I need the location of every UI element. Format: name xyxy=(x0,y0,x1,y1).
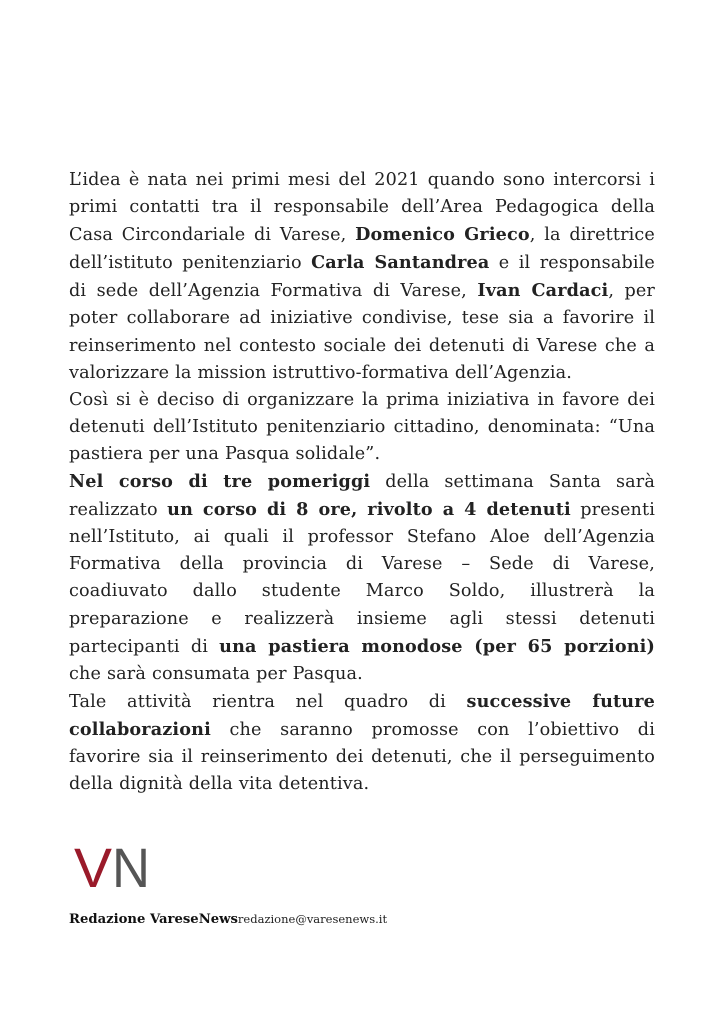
paragraph-initiative xyxy=(69,387,655,468)
text: Così si è deciso di organizzare la prima iniziativa in favore dei detenuti dell’Istituto penitenziario cittadino, denominata: “Una pastiera per una Pasqua solidale”. xyxy=(69,389,655,464)
bold-course-details: un corso di 8 ore, rivolto a 4 detenuti xyxy=(167,499,571,521)
bold-name-santandrea: Carla Santandrea xyxy=(311,252,490,274)
bold-pastiera: una pastiera monodose (per 65 porzioni) xyxy=(219,635,655,657)
text: L’idea è nata nei primi mesi del 2021 quando sono intercorsi i primi contatti tra il responsabile dell’Area Pedagogica della Casa Circondariale di Varese, xyxy=(69,170,655,246)
bold-three-afternoons: Nel corso di tre pomeriggi xyxy=(69,471,371,493)
paragraph-future xyxy=(69,688,655,798)
paragraph-course xyxy=(69,468,655,688)
footer-email: redazione@varesenews.it xyxy=(237,912,388,926)
paragraph-intro xyxy=(69,167,655,387)
svg-text:V: V xyxy=(74,842,113,890)
article-body xyxy=(69,167,655,798)
text: e il responsabile di sede dell’Agenzia Formativa di Varese, xyxy=(69,253,655,302)
text: che sarà consumata per Pasqua. xyxy=(69,663,363,684)
footer xyxy=(69,911,387,927)
bold-name-grieco: Domenico Grieco xyxy=(355,224,530,246)
varesenews-logo xyxy=(74,842,154,890)
text: presenti nell’Istituto, ai quali il professor Stefano Aloe dell’Agenzia Formativa della provincia di Varese – Sede di Varese, coadiuvato dallo studente Marco Soldo, illustrerà la preparazione e realizzerà insieme agli stessi detenuti partecipanti di xyxy=(69,500,656,657)
bold-future-collaborations: successive future collaborazioni xyxy=(69,690,655,740)
text: della settimana Santa sarà realizzato xyxy=(69,472,655,521)
text: , per poter collaborare ad iniziative condivise, tese sia a favorire il reinserimento nel contesto sociale dei detenuti di Varese che a valorizzare la mission istruttivo-formativa dell’Agenzia. xyxy=(69,281,655,383)
svg-text:N: N xyxy=(112,842,150,890)
footer-author: Redazione VareseNews xyxy=(69,912,238,927)
text: Tale attività rientra nel quadro di xyxy=(69,691,467,712)
bold-name-cardaci: Ivan Cardaci xyxy=(477,280,609,302)
text: che saranno promosse con l’obiettivo di favorire sia il reinserimento dei detenuti, che il perseguimento della dignità della vita detentiva. xyxy=(69,719,655,795)
text: , la direttrice dell’istituto penitenziario xyxy=(69,225,655,274)
